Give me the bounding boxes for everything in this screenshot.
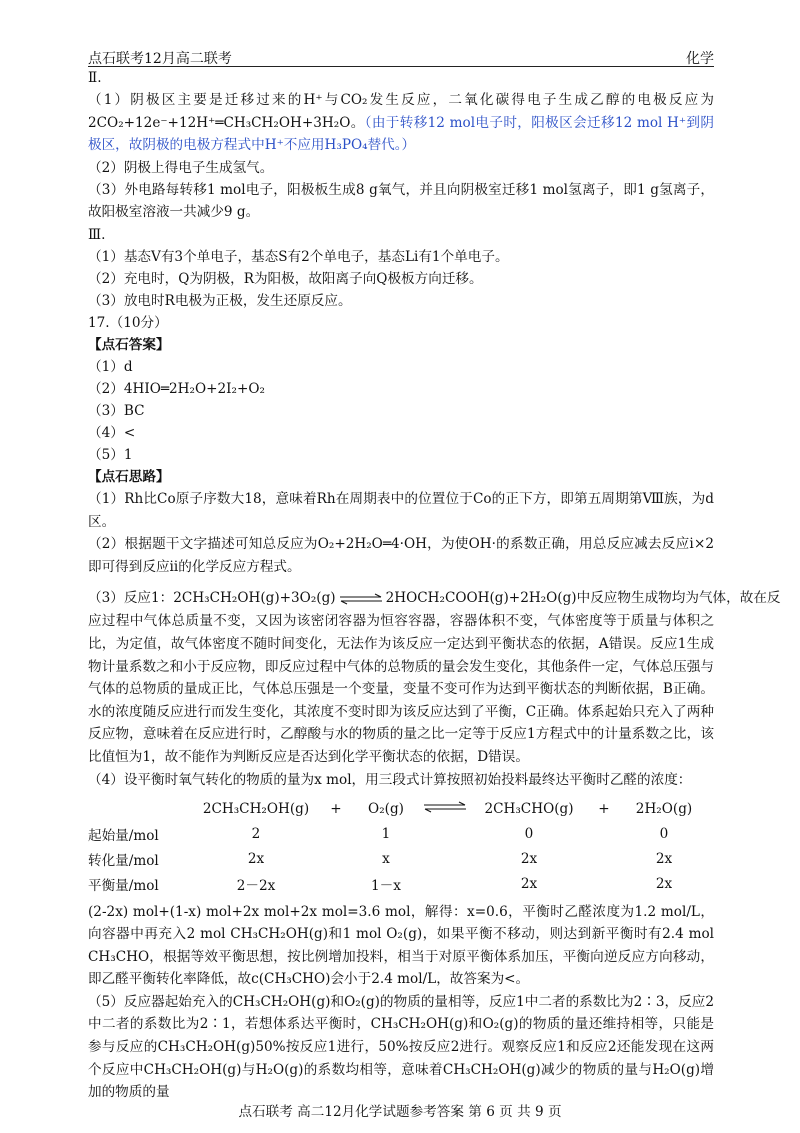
ice-row-equilibrium — [88, 872, 704, 897]
plus-sign: + — [330, 801, 342, 817]
cell: 2－2x — [236, 878, 276, 894]
thinking-heading: 【点石思路】 — [88, 468, 170, 485]
page-header — [88, 44, 714, 67]
species-water: 2H₂O(g) — [635, 801, 693, 817]
equilibrium-arrow-icon — [423, 801, 467, 813]
sec2-p1: （1）阴极区主要是迁移过来的H⁺与CO₂发生反应，二氧化碳得电子生成乙醇的电极反应为2CO₂+12e⁻+12H⁺═CH₃CH₂OH+3H₂O。 — [88, 92, 714, 131]
answer-4: （4）< — [88, 424, 136, 441]
answer-5: （5）1 — [88, 446, 133, 463]
cell: 2x — [655, 851, 673, 867]
sec2-p3: （3）外电路每转移1 mol电子，阳极板生成8 g氧气，并且向阴极室迁移1 mol氢离子，即1 g氢离子，故阳极室溶液一共减少9 g。 — [88, 181, 714, 221]
species-acetaldehyde: 2CH₃CHO(g) — [484, 801, 574, 817]
cell: 2x — [520, 851, 538, 867]
ice-row-initial — [88, 822, 704, 847]
row-label: 起始量/mol — [88, 828, 159, 844]
answer-2: （2）4HIO═2H₂O+2I₂+O₂ — [88, 380, 265, 397]
question-17-title: 17.（10分） — [88, 314, 168, 331]
cell: 2x — [520, 876, 538, 892]
document-body — [88, 67, 781, 1104]
cell: 1－x — [371, 878, 401, 894]
ice-row-change — [88, 847, 704, 872]
sec3-p3: （3）放电时R电极为正极，发生还原反应。 — [88, 292, 352, 309]
cell: 0 — [659, 826, 669, 842]
sec3-p1: （1）基态V有3个单电子，基态S有2个单电子，基态Li有1个单电子。 — [88, 248, 509, 265]
thinking-5-body: （5）反应器起始充入的CH₃CH₂OH(g)和O₂(g)的物质的量相等，反应1中二者的系数比为2∶3，反应2中二者的系数比为2∶1，若想体系达平衡时，CH₃CH₂OH(g)和O₂(g)的物质的量还维持相等，只能是参与反应的CH₃CH₂OH(g)50%按反应1进行，50%按反应2进行。观察反应1和反应2还能发现在这两个反应中CH₃CH₂OH(g)与H₂O(g)的系数均相等，意味着CH₃CH₂OH(g)减少的物质的量与H₂O(g)增加的物质的量 — [88, 993, 714, 1101]
header-subject: 化学 — [686, 51, 714, 67]
reaction-1-lhs: 2CH₃CH₂OH(g)+3O₂(g) — [173, 590, 336, 607]
thinking-2: （2）根据题干文字描述可知总反应为O₂+2H₂O═4·OH，为使OH·的系数正确，用总反应减去反应ⅰ×2即可得到反应ⅱ的化学反应方程式。 — [88, 536, 714, 575]
page-footer: 点石联考 高二12月化学试题参考答案 第 6 页 共 9 页 — [238, 1104, 562, 1120]
thinking-4-body: (2-2x) mol+(1-x) mol+2x mol+2x mol=3.6 mol，解得：x=0.6，平衡时乙醛浓度为1.2 mol/L，向容器中再充入2 mol CH₃CH₂OH(g)和1 mol O₂(g)，如果平衡不移动，则达到新平衡时有2.4 mol CH₃CHO，根据等效平衡思想，按比例增加投料，相当于对原平衡体系加压，平衡向逆反应方向移动，即乙醛平衡转化率降低，故c(CH₃CHO)会小于2.4 mol/L，故答案为<。 — [88, 903, 714, 988]
reaction-1-label: （3）反应1： — [88, 590, 174, 607]
cell: 2x — [247, 851, 265, 867]
row-label: 平衡量/mol — [88, 878, 159, 894]
paragraph — [88, 89, 714, 157]
header-title: 点石联考12月高二联考 — [88, 51, 232, 67]
sec2-p2: （2）阴极上得电子生成氢气。 — [88, 159, 274, 176]
thinking-1: （1）Rh比Co原子序数大18，意味着Rh在周期表中的位置位于Co的正下方，即第五周期第Ⅷ族，为d区。 — [88, 490, 714, 530]
species-oxygen: O₂(g) — [368, 801, 404, 817]
cell: 2x — [655, 876, 673, 892]
ice-table — [88, 797, 704, 897]
reaction-1-equation — [88, 586, 781, 610]
row-label: 转化量/mol — [88, 853, 159, 869]
sec3-p2: （2）充电时，Q为阴极，R为阳极，故阳离子向Q极板方向迁移。 — [88, 270, 483, 287]
cell: x — [382, 851, 390, 867]
plus-sign: + — [598, 801, 610, 817]
cell: 1 — [381, 826, 391, 842]
equilibrium-arrow-icon — [339, 593, 383, 605]
section-heading-3: Ⅲ. — [88, 226, 106, 243]
answer-3: （3）BC — [88, 402, 145, 419]
species-ethanol: 2CH₃CH₂OH(g) — [202, 801, 310, 817]
thinking-4-intro: （4）设平衡时氧气转化的物质的量为x mol，用三段式计算按照初始投料最终达平衡时乙醛的浓度： — [88, 771, 692, 788]
thinking-3-body: 应过程中气体总质量不变，又因为该密闭容器为恒容容器，容器体积不变，气体密度等于质量与体积之比，为定值，故气体密度不随时间变化，无法作为该反应一定达到平衡状态的依据，A错误。反应1生成物计量系数之和小于反应物，即反应过程中气体的总物质的量会发生变化，其他条件一定，气体总压强与气体的总物质的量成正比，气体总压强是一个变量，变量不变可作为达到平衡状态的判断依据，B正确。水的浓度随反应进行而发生变化，其浓度不变时即为该反应达到了平衡，C正确。体系起始只充入了两种反应物，意味着在反应进行时，乙醇酸与水的物质的量之比一定等于反应1方程式中的计量系数之比，该比值恒为1，故不能作为判断反应是否达到化学平衡状态的依据，D错误。 — [88, 613, 714, 765]
ice-equation-row — [88, 797, 704, 822]
answer-heading: 【点石答案】 — [88, 336, 170, 353]
cell: 2 — [251, 826, 261, 842]
answer-1: （1）d — [88, 358, 133, 375]
reaction-1-rhs: 2HOCH₂COOH(g)+2H₂O(g)中反应物生成物均为气体，故在反 — [385, 590, 781, 607]
section-heading-2: Ⅱ. — [88, 70, 102, 86]
sec2-p1-note: （由于转移12 mol电子时，阳极区会迁移12 mol H⁺到阴极区，故阴极的电极方程式中H⁺不应用H₃PO₄替代。） — [88, 114, 714, 154]
cell: 0 — [524, 826, 534, 842]
